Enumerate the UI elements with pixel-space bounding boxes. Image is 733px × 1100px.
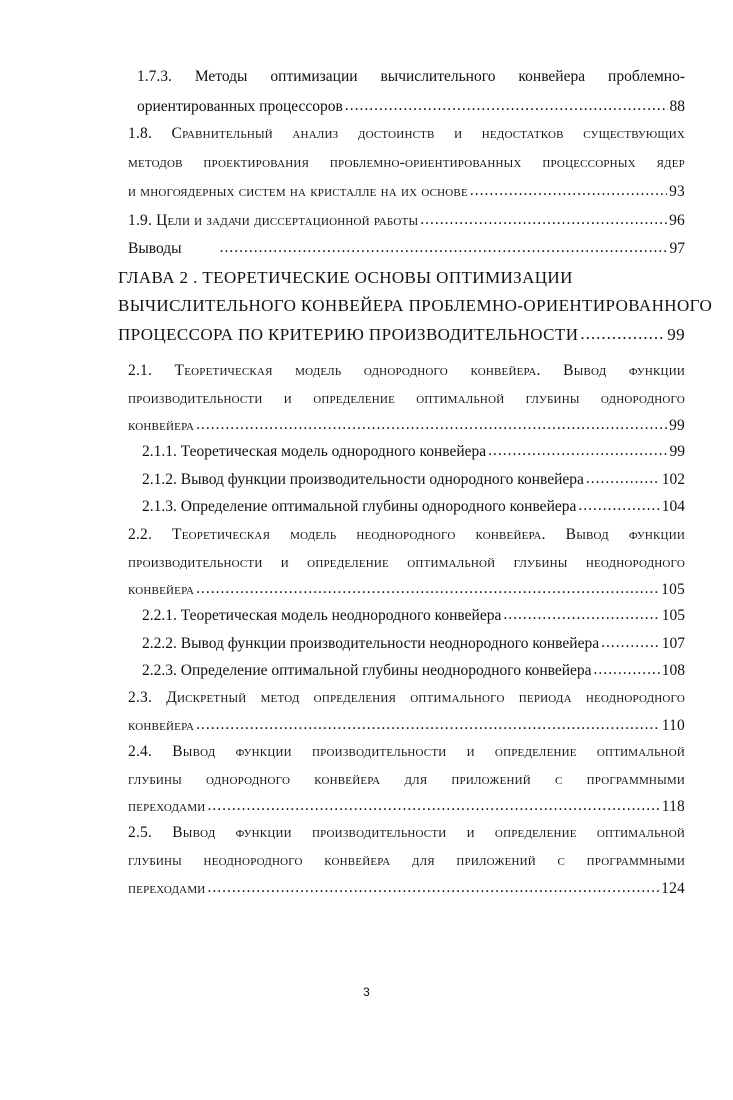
dot-leader — [207, 878, 659, 898]
toc-entry-2-1-3[interactable] — [142, 497, 685, 517]
toc-page-number: 107 — [661, 635, 685, 652]
toc-page-number: 88 — [669, 98, 685, 115]
toc-page-number: 118 — [661, 798, 685, 815]
toc-entry-text: переходами — [128, 880, 206, 897]
dot-leader — [586, 469, 660, 489]
toc-page-number: 110 — [661, 717, 685, 734]
toc-page-number: 96 — [669, 212, 685, 229]
page-number: 3 — [363, 985, 370, 999]
toc-entry-2-2-line1: 2.2. Теоретическая модель неоднородного конвейера. Вывод функции — [128, 526, 685, 543]
toc-entry-text: Выводы — [128, 240, 182, 257]
dot-leader — [578, 496, 659, 516]
toc-entry-chapter-2[interactable] — [118, 325, 685, 345]
dot-leader — [345, 96, 668, 116]
toc-entry-2-1-line2: производительности и определение оптимальной глубины однородного — [128, 390, 685, 407]
toc-page-number: 104 — [661, 498, 685, 515]
toc-page-number: 102 — [661, 471, 685, 488]
toc-page-number: 99 — [667, 325, 685, 344]
dot-leader — [196, 579, 659, 599]
dot-leader — [601, 633, 660, 653]
dot-leader — [594, 660, 660, 680]
toc-entry-1-8[interactable] — [128, 182, 685, 202]
toc-entry-2-2-2[interactable] — [142, 634, 685, 654]
toc-entry-1-9[interactable] — [128, 211, 685, 231]
toc-page-number: 105 — [661, 581, 685, 598]
toc-entry-2-1-1[interactable] — [142, 442, 685, 462]
toc-entry-2-2-3[interactable] — [142, 661, 685, 681]
dot-leader — [488, 441, 667, 461]
toc-entry-2-2[interactable] — [128, 580, 685, 600]
toc-entry-text: 2.1.2. Вывод функции производительности однородного конвейера — [142, 471, 584, 488]
toc-page-number: 97 — [669, 240, 685, 257]
toc-page-number: 93 — [669, 183, 685, 200]
toc-entry-2-5-line2: глубины неоднородного конвейера для приложений с программными — [128, 852, 685, 869]
dot-leader — [503, 605, 659, 625]
toc-entry-2-2-line2: производительности и определение оптимальной глубины неоднородного — [128, 554, 685, 571]
toc-entry-text: и многоядерных систем на кристалле на их основе — [128, 183, 468, 200]
chapter-2-title-line2: ВЫЧИСЛИТЕЛЬНОГО КОНВЕЙЕРА ПРОБЛЕМНО-ОРИЕНТИРОВАННОГО — [118, 296, 713, 315]
dot-leader — [220, 238, 668, 258]
toc-entry-text: 2.2.1. Теоретическая модель неоднородного конвейера — [142, 607, 502, 624]
dot-leader — [207, 796, 659, 816]
toc-entry-text: ПРОЦЕССОРА ПО КРИТЕРИЮ ПРОИЗВОДИТЕЛЬНОСТИ — [118, 325, 579, 344]
toc-entry-1-7-3[interactable] — [137, 97, 685, 117]
toc-entry-2-5-line1: 2.5. Вывод функции производительности и определение оптимальной — [128, 824, 685, 841]
toc-entry-text: 2.2.2. Вывод функции производительности неоднородного конвейера — [142, 635, 600, 652]
dot-leader — [420, 210, 667, 230]
toc-page-number: 105 — [661, 607, 685, 624]
toc-entry-2-2-1[interactable] — [142, 606, 685, 626]
toc-entry-text: конвейера — [128, 581, 195, 598]
toc-entry-text: конвейера — [128, 417, 195, 434]
toc-entry-2-4[interactable] — [128, 797, 685, 817]
toc-page-number: 108 — [661, 662, 685, 679]
toc-entry-text: переходами — [128, 798, 206, 815]
dot-leader — [196, 715, 660, 735]
toc-entry-2-1[interactable] — [128, 416, 685, 436]
toc-entry-text: 2.1.3. Определение оптимальной глубины однородного конвейера — [142, 498, 577, 515]
toc-page-number: 99 — [669, 443, 685, 460]
toc-entry-2-4-line1: 2.4. Вывод функции производительности и определение оптимальной — [128, 743, 685, 760]
toc-entry-2-4-line2: глубины однородного конвейера для приложений с программными — [128, 771, 685, 788]
toc-entry-conclusions[interactable] — [128, 239, 685, 259]
toc-entry-text: конвейера — [128, 717, 195, 734]
toc-entry-1-8-line1: 1.8. Сравнительный анализ достоинств и недостатков существующих — [128, 125, 685, 142]
toc-entry-1-7-3-line1: 1.7.3. Методы оптимизации вычислительного конвейера проблемно- — [137, 68, 685, 85]
toc-entry-2-1-2[interactable] — [142, 470, 685, 490]
chapter-2-title-line1: ГЛАВА 2 . ТЕОРЕТИЧЕСКИЕ ОСНОВЫ ОПТИМИЗАЦИИ — [118, 268, 573, 287]
toc-entry-text: 2.2.3. Определение оптимальной глубины неоднородного конвейера — [142, 662, 592, 679]
dot-leader — [580, 324, 665, 344]
toc-entry-2-3[interactable] — [128, 716, 685, 736]
toc-entry-text: 1.9. Цели и задачи диссертационной работы — [128, 212, 419, 229]
toc-page-number: 99 — [669, 417, 685, 434]
dot-leader — [470, 181, 667, 201]
toc-page-number: 124 — [661, 880, 685, 897]
toc-entry-text: 2.1.1. Теоретическая модель однородного конвейера — [142, 443, 487, 460]
toc-entry-2-1-line1: 2.1. Теоретическая модель однородного конвейера. Вывод функции — [128, 362, 685, 379]
dot-leader — [196, 415, 667, 435]
toc-entry-1-8-line2: методов проектирования проблемно-ориентированных процессорных ядер — [128, 154, 685, 171]
toc-entry-2-3-line1: 2.3. Дискретный метод определения оптимального периода неоднородного — [128, 689, 685, 706]
toc-entry-2-5[interactable] — [128, 879, 685, 899]
toc-entry-text: ориентированных процессоров — [137, 98, 343, 115]
